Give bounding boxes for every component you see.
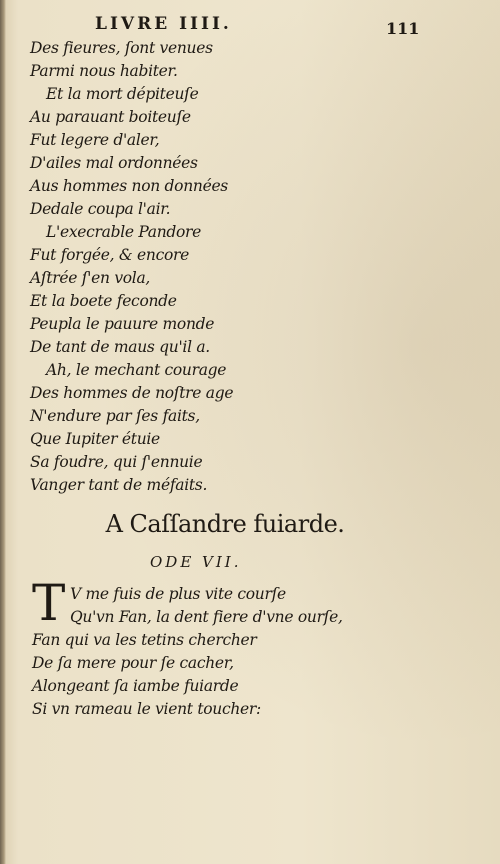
verse-line: Parmi nous habiter. [30,62,178,80]
verse-line: Qu'vn Fan, la dent fiere d'vne ourſe, [70,608,343,626]
verse-line: Et la boete feconde [30,292,177,310]
verse-line: Fan qui va les tetins chercher [32,631,257,649]
verse-line: Aſtrée ſ'en vola, [30,269,151,287]
verse-line: Ah, le mechant courage [46,361,227,379]
verse-line: De ſa mere pour ſe cacher, [32,654,234,672]
verse-block [30,37,330,497]
verse-line: Que Iupiter étuie [30,430,160,448]
verse-line: Peupla le pauure monde [30,315,215,333]
verse-line: Fut legere d'aler, [30,131,160,149]
page-number: 111 [386,19,420,38]
verse-line: Des hommes de noſtre age [30,384,234,402]
verse-line: Et la mort dépiteuſe [46,85,199,103]
verse-line: V me fuis de plus vite courſe [70,585,286,603]
verse-line: Si vn rameau le vient toucher: [32,700,261,718]
verse-line: Fut forgée, & encore [30,246,189,264]
verse-line: Sa foudre, qui ſ'ennuie [30,453,203,471]
verse-line: Vanger tant de méfaits. [30,476,208,494]
poem-title: A Caſſandre fuiarde. [105,510,345,538]
verse-line: Des fieures, ſont venues [30,39,213,57]
drop-cap: T [32,574,66,632]
verse-line: D'ailes mal ordonnées [30,154,198,172]
verse-line: Alongeant ſa iambe fuiarde [32,677,239,695]
verse-line: Aus hommes non données [30,177,228,195]
page-gutter-shadow [0,0,6,864]
running-head: LIVRE IIII. [95,14,232,34]
verse-line: L'execrable Pandore [46,223,202,241]
ode-number: ODE VII. [150,553,242,571]
ode-text [32,583,352,721]
bleed-through-text [300,40,500,480]
verse-line: De tant de maus qu'il a. [30,338,210,356]
verse-line: Dedale coupa l'air. [30,200,171,218]
verse-line: N'endure par ſes faits, [30,407,200,425]
verse-line: Au parauant boiteuſe [30,108,191,126]
